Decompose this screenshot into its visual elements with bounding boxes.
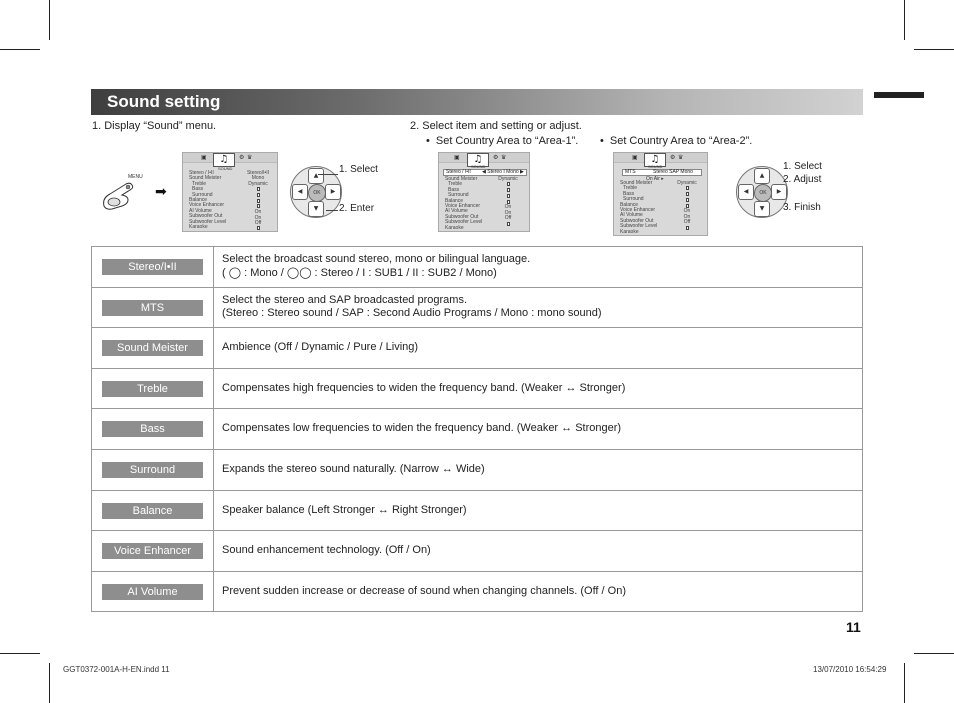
osd-item-list: Sound Meister Treble Bass Surround Balance Voice Enhancer AI Volume Subwoofer Out Subwoofer Level Karaoke xyxy=(445,176,483,231)
setting-description: Speaker balance (Left Stronger ↔ Right Stronger) xyxy=(222,503,467,516)
crop-mark xyxy=(904,663,905,703)
setting-description: Ambience (Off / Dynamic / Pure / Living) xyxy=(222,341,419,354)
area-1-note: • Set Country Area to “Area-1”. xyxy=(426,135,578,147)
enter-callout: 2. Enter xyxy=(339,203,375,214)
crop-mark xyxy=(49,663,50,703)
feature-icon: ♛ xyxy=(501,154,507,161)
setting-description: Select the broadcast sound stereo, mono or bilingual language. ( ◯ : Mono / ◯◯ : Stereo / I : SUB1 / II : SUB2 / Mono) xyxy=(222,253,531,279)
crop-mark xyxy=(914,653,954,654)
table-row xyxy=(91,247,863,288)
table-row xyxy=(91,288,863,329)
sound-tab-icon: ♫ xyxy=(644,153,666,167)
setting-label: Sound Meister xyxy=(102,340,203,356)
adjust-callout: 2. Adjust xyxy=(783,174,822,185)
sound-menu-screen xyxy=(182,152,278,232)
arrow-right-icon: ➡ xyxy=(155,184,167,200)
osd-caption: SOUND xyxy=(471,164,486,169)
setting-description: Sound enhancement technology. (Off / On) xyxy=(222,544,431,557)
setting-label: AI Volume xyxy=(102,584,203,600)
area-2-menu-screen xyxy=(613,152,708,236)
page-number: 11 xyxy=(846,619,861,635)
footer-file: GGT0372-001A-H-EN.indd 11 xyxy=(63,665,170,674)
osd-caption: SOUND xyxy=(648,164,663,169)
down-arrow-icon: ▼ xyxy=(754,201,770,217)
osd-item-list: Sound Meister Treble Bass Surround Balance Voice Enhancer AI Volume Subwoofer Out Subwoofer Level Karaoke xyxy=(620,180,658,235)
setup-icon: ⚙ xyxy=(670,154,676,161)
osd-values: Stereo/I•II Mono Dynamic On On Off xyxy=(241,171,275,232)
table-row xyxy=(91,409,863,450)
setting-description: Prevent sudden increase or decrease of sound when changing channels. (Off / On) xyxy=(222,584,626,597)
settings-table xyxy=(91,246,863,612)
crop-mark xyxy=(49,0,50,40)
table-row xyxy=(91,450,863,491)
setting-description: Expands the stereo sound naturally. (Narrow ↔ Wide) xyxy=(222,462,485,475)
setting-label: Bass xyxy=(102,421,203,437)
setting-label: Treble xyxy=(102,381,203,397)
area-1-menu-screen xyxy=(438,152,530,232)
picture-icon: ▣ xyxy=(632,154,638,161)
setting-description: Compensates high frequencies to widen the frequency band. (Weaker ↔ Stronger) xyxy=(222,381,626,394)
crop-mark xyxy=(0,49,40,50)
left-arrow-icon: ◀ xyxy=(292,184,308,200)
sound-tab-icon: ♫ xyxy=(213,153,235,167)
select-callout: 1. Select xyxy=(783,161,822,172)
step-2: 2. Select item and setting or adjust. xyxy=(410,120,582,132)
ok-button: OK xyxy=(754,184,772,202)
step-1: 1. Display “Sound” menu. xyxy=(92,120,217,132)
up-arrow-icon: ▲ xyxy=(308,168,324,184)
crop-mark xyxy=(0,653,40,654)
crop-mark xyxy=(904,0,905,40)
remote-dpad xyxy=(736,166,788,218)
setting-label: Voice Enhancer xyxy=(102,543,203,559)
osd-highlight-row: Stereo / I•II ◀ Stereo I Mono ▶ xyxy=(443,169,527,176)
section-tab xyxy=(874,92,924,98)
setup-icon: ⚙ xyxy=(493,154,499,161)
up-arrow-icon: ▲ xyxy=(754,168,770,184)
setting-label: Balance xyxy=(102,503,203,519)
setting-label: MTS xyxy=(102,300,203,316)
setting-description: Compensates low frequencies to widen the frequency band. (Weaker ↔ Stronger) xyxy=(222,422,622,435)
area-2-note: • Set Country Area to “Area-2”. xyxy=(600,135,752,147)
remote-hand-icon xyxy=(100,178,140,212)
footer-date: 13/07/2010 16:54:29 xyxy=(813,665,887,674)
right-arrow-icon: ▶ xyxy=(771,184,787,200)
page-title: Sound setting xyxy=(107,92,221,111)
setting-label: Surround xyxy=(102,462,203,478)
select-callout: 1. Select xyxy=(339,164,378,175)
table-row xyxy=(91,369,863,410)
osd-values: Dynamic On On Off xyxy=(491,177,525,227)
menu-button-label: MENU xyxy=(128,174,143,180)
picture-icon: ▣ xyxy=(454,154,460,161)
table-row xyxy=(91,572,863,613)
feature-icon: ♛ xyxy=(247,154,253,161)
feature-icon: ♛ xyxy=(678,154,684,161)
setting-label: Stereo/I•II xyxy=(102,259,203,275)
left-arrow-icon: ◀ xyxy=(738,184,754,200)
crop-mark xyxy=(914,49,954,50)
down-arrow-icon: ▼ xyxy=(308,201,324,217)
right-arrow-icon: ▶ xyxy=(325,184,341,200)
table-row xyxy=(91,328,863,369)
setup-icon: ⚙ xyxy=(239,154,245,161)
osd-caption: SOUND xyxy=(218,166,233,171)
picture-icon: ▣ xyxy=(201,154,207,161)
setting-description: Select the stereo and SAP broadcasted programs. (Stereo : Stereo sound / SAP : Second Audio Programs / Mono : mono sound) xyxy=(222,293,602,320)
title-bar xyxy=(91,89,863,115)
table-row xyxy=(91,491,863,532)
osd-values: Dynamic On On Off xyxy=(670,181,704,231)
osd-sub-value: On Air ▸ xyxy=(646,176,664,182)
table-row xyxy=(91,531,863,572)
ok-button: OK xyxy=(308,184,326,202)
osd-highlight-row: MTS Stereo SAP Mono xyxy=(622,169,702,176)
osd-item-list: Stereo / I•II Sound Meister Treble Bass Surround Balance Voice Enhancer AI Volume Subwoofer Out Subwoofer Level Karaoke xyxy=(189,170,227,231)
sound-tab-icon: ♫ xyxy=(467,153,489,167)
finish-callout: 3. Finish xyxy=(783,202,821,213)
